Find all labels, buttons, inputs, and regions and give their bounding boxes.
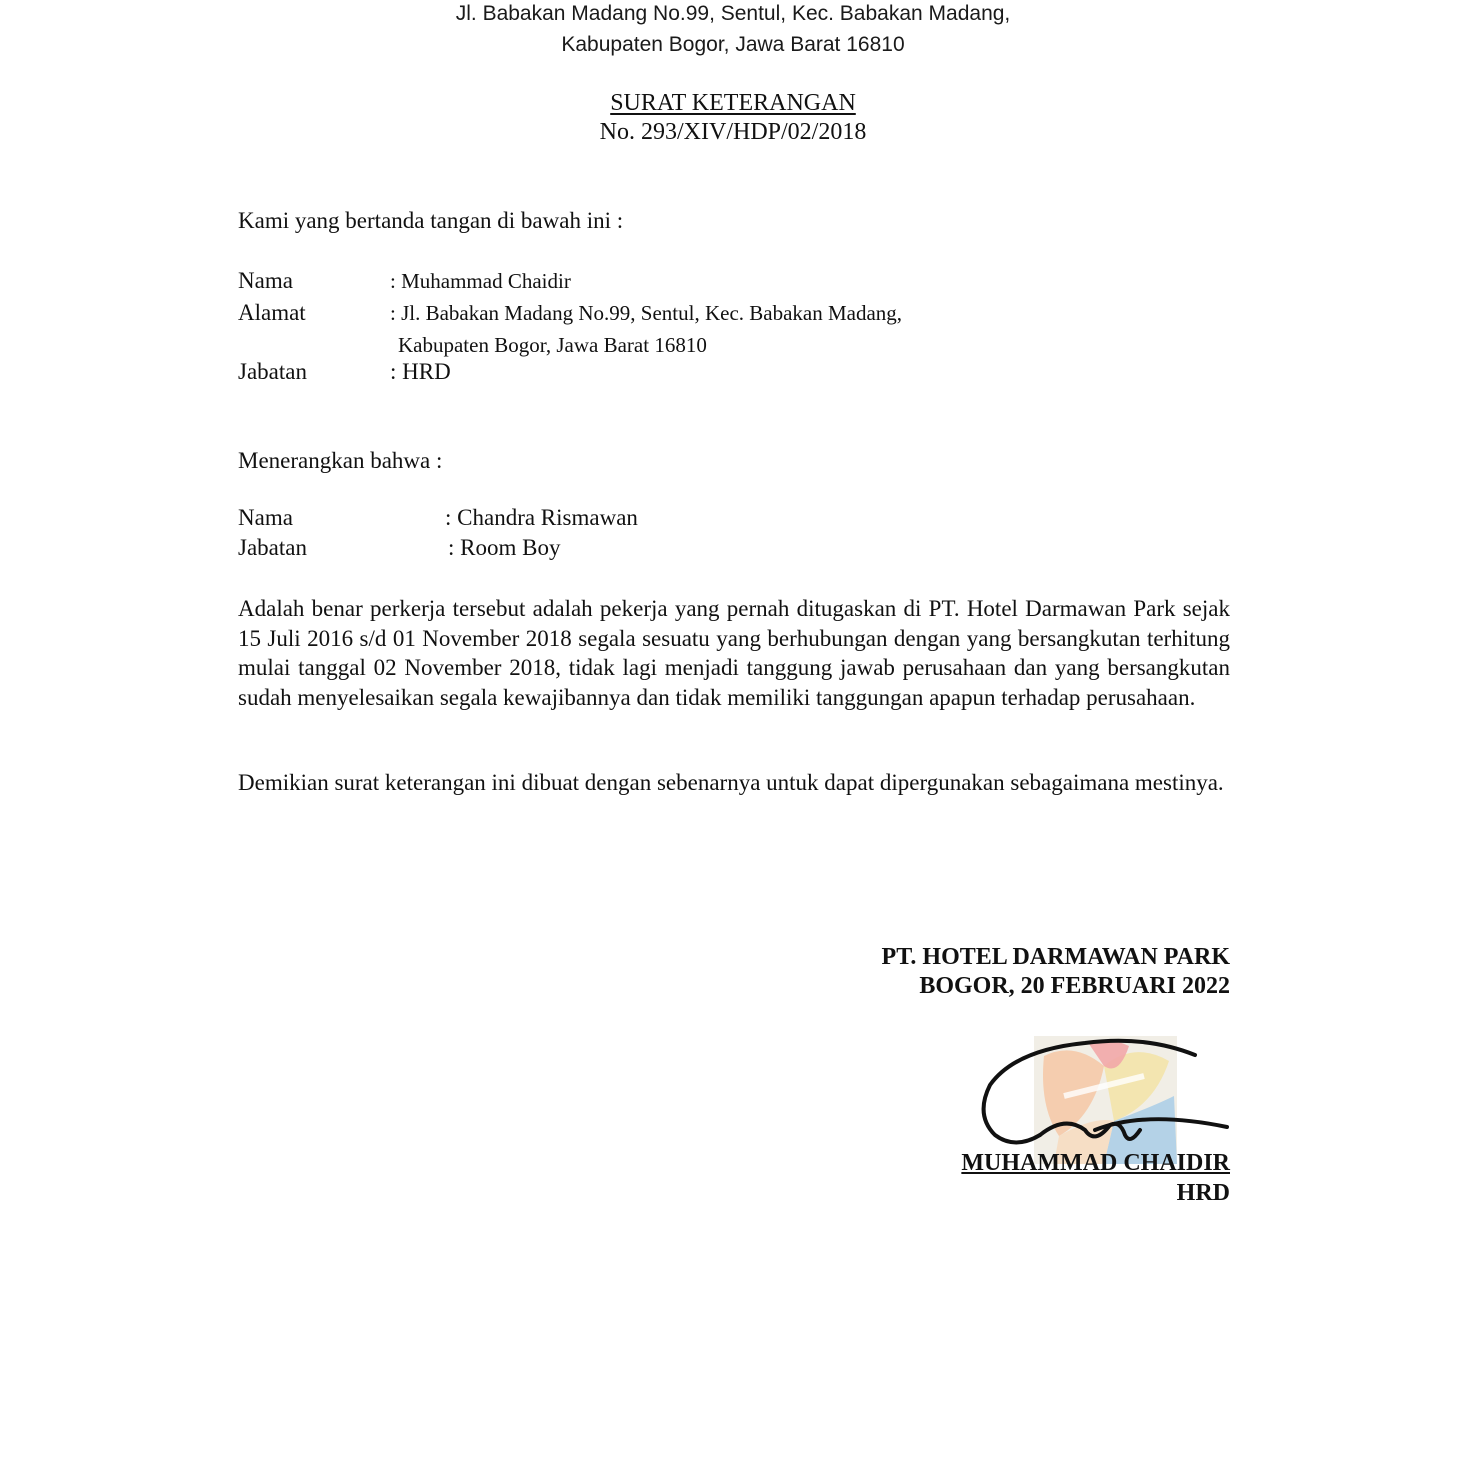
company-name: PT. HOTEL DARMAWAN PARK	[881, 944, 1230, 970]
letter-number: No. 293/XIV/HDP/02/2018	[599, 119, 867, 145]
letter-title-text: SURAT KETERANGAN	[610, 90, 856, 116]
letterhead-address-line2: Kabupaten Bogor, Jawa Barat 16810	[561, 33, 905, 56]
signer-name-value: : Muhammad Chaidir	[390, 269, 571, 293]
handwritten-signature-icon	[975, 1035, 1235, 1165]
employee-position-label: Jabatan	[238, 535, 307, 560]
signer-address-value-line2: Kabupaten Bogor, Jawa Barat 16810	[398, 333, 707, 357]
body-paragraph: Adalah benar perkerja tersebut adalah pekerja yang pernah ditugaskan di PT. Hotel Darmawan Park sejak 15 Juli 2016 s/d 01 November 2018 segala sesuatu yang berhubungan dengan yang bersangkutan terhitung mulai tanggal 02 November 2018, tidak lagi menjadi tanggung jawab perusahaan dan yang bersangkutan sudah menyelesaikan segala kewajibannya dan tidak memiliki tanggungan apapun terhadap perusahaan.	[238, 596, 1230, 710]
intro-text: Kami yang bertanda tangan di bawah ini :	[238, 208, 624, 233]
employee-name-label: Nama	[238, 505, 293, 530]
signer-position-value: : HRD	[390, 359, 451, 384]
signatory-name	[961, 1150, 1230, 1177]
signer-name-label: Nama	[238, 268, 293, 293]
closing-paragraph: Demikian surat keterangan ini dibuat dengan sebenarnya untuk dapat dipergunakan sebagaimana mestinya.	[238, 770, 1224, 795]
signer-address-label: Alamat	[238, 300, 306, 325]
signer-position-label: Jabatan	[238, 359, 307, 384]
place-date: BOGOR, 20 FEBRUARI 2022	[919, 973, 1230, 999]
signatory-name-text: MUHAMMAD CHAIDIR	[961, 1150, 1230, 1176]
statement-intro: Menerangkan bahwa :	[238, 448, 443, 473]
employee-position-value: : Room Boy	[448, 535, 561, 560]
letter-title	[0, 90, 1460, 117]
employee-name-value: : Chandra Rismawan	[445, 505, 638, 530]
letterhead-address-line1: Jl. Babakan Madang No.99, Sentul, Kec. Babakan Madang,	[455, 2, 1011, 25]
signer-address-value-line1: : Jl. Babakan Madang No.99, Sentul, Kec. Babakan Madang,	[390, 301, 903, 325]
signatory-title: HRD	[1176, 1180, 1230, 1206]
